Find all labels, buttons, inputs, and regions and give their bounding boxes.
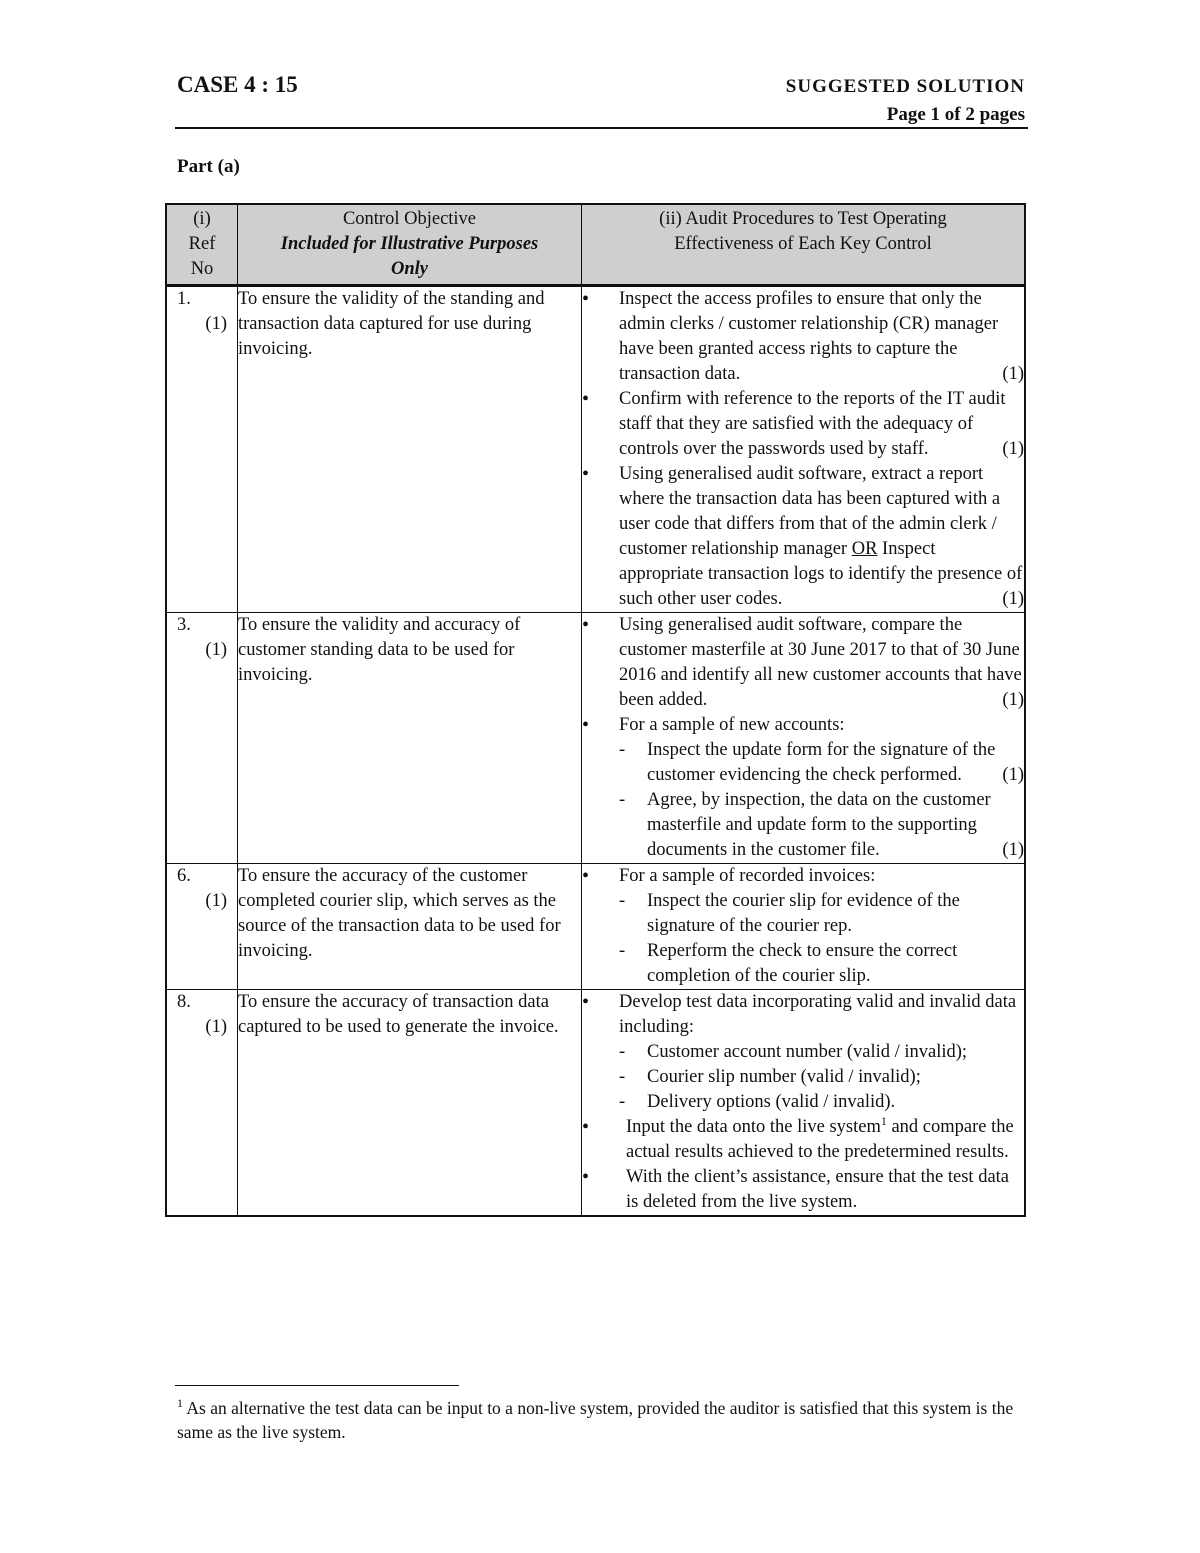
procedure-text: Inspect appropriate transaction logs to identify the presence of such other user codes.	[619, 539, 1023, 609]
mark: (1)	[1002, 439, 1024, 459]
objective-header-line: Control Objective	[342, 209, 477, 229]
procedure-text: Confirm with reference to the reports of the IT audit staff that they are satisfied with the adequacy of controls over the passwords used by staff.	[619, 389, 1006, 459]
procedures-header	[582, 204, 1026, 286]
procedure-text: Input the data onto the live system	[626, 1117, 881, 1137]
procedure-item	[582, 1165, 1024, 1215]
footnote-ref: 1	[880, 1113, 887, 1128]
page-indicator: Page 1 of 2 pages	[886, 104, 1025, 125]
mark: (1)	[1002, 589, 1024, 609]
procedure-item	[582, 613, 1024, 713]
procedure-text: For a sample of recorded invoices:	[619, 866, 876, 886]
table-row	[166, 613, 1025, 864]
ref-mark: (1)	[205, 314, 227, 334]
procedure-text: Develop test data incorporating valid and invalid data including:	[619, 992, 1017, 1037]
procedure-item	[582, 990, 1024, 1115]
sub-procedure-item: - Courier slip number (valid / invalid);	[619, 1065, 1024, 1090]
ref-number: 6.	[177, 866, 191, 886]
header-rule	[175, 127, 1028, 129]
procedure-item	[582, 1115, 1024, 1165]
ref-number: 8.	[177, 992, 191, 1012]
controls-table	[165, 203, 1026, 1217]
objective-header-note: Included for Illustrative Purposes	[280, 234, 539, 254]
sub-procedure-item: - Reperform the check to ensure the correct completion of the courier slip.	[619, 939, 1024, 989]
ref-number: 3.	[177, 615, 191, 635]
procedures-cell	[582, 286, 1026, 613]
procedures-cell	[582, 864, 1026, 990]
ref-mark: (1)	[205, 640, 227, 660]
ref-mark: (1)	[205, 891, 227, 911]
objective-header	[238, 204, 582, 286]
case-number: CASE 4 : 15	[177, 72, 298, 97]
sub-procedure-item: - Customer account number (valid / invalid);	[619, 1040, 1024, 1065]
ref-header-line: No	[190, 259, 214, 279]
sub-procedure-item	[619, 788, 1024, 863]
or-keyword: OR	[851, 539, 878, 559]
ref-header-line: Ref	[188, 234, 216, 254]
sub-procedure-item: - Inspect the courier slip for evidence of the signature of the courier rep.	[619, 889, 1024, 939]
procedure-text: Inspect the access profiles to ensure that only the admin clerks / customer relationship (CR) manager have been granted access rights to capture the transaction data.	[619, 289, 999, 384]
ref-header-line: (i)	[193, 209, 211, 229]
procedures-header-line: (ii) Audit Procedures to Test Operating	[659, 209, 947, 229]
ref-number: 1.	[177, 289, 191, 309]
ref-cell	[166, 286, 238, 613]
ref-cell	[166, 990, 238, 1217]
procedure-item	[582, 713, 1024, 863]
footnote-marker: 1	[177, 1396, 183, 1411]
procedure-text: and compare the actual results achieved to the predetermined results.	[626, 1117, 1014, 1162]
sub-procedure-item: - Delivery options (valid / invalid).	[619, 1090, 1024, 1115]
objective-cell: To ensure the accuracy of transaction data captured to be used to generate the invoice.	[238, 990, 582, 1217]
part-label: Part (a)	[177, 156, 240, 177]
procedure-text: With the client’s assistance, ensure that the test data is deleted from the live system.	[626, 1167, 1010, 1212]
procedures-cell	[582, 613, 1026, 864]
table-row	[166, 286, 1025, 613]
procedure-text: Using generalised audit software, compare the customer masterfile at 30 June 2017 to that of 30 June 2016 and identify all new customer accounts that have been added.	[619, 615, 1022, 710]
mark: (1)	[1002, 690, 1024, 710]
table-header-row	[166, 204, 1025, 286]
ref-mark: (1)	[205, 1017, 227, 1037]
footnote-rule	[175, 1385, 459, 1386]
procedure-item	[582, 864, 1024, 989]
procedure-item	[582, 287, 1024, 387]
document-title: SUGGESTED SOLUTION	[785, 76, 1025, 97]
sub-procedure-item	[619, 738, 1024, 788]
table-row	[166, 864, 1025, 990]
table-row	[166, 990, 1025, 1217]
ref-cell	[166, 864, 238, 990]
objective-cell: To ensure the accuracy of the customer completed courier slip, which serves as the source of the transaction data to be used for invoicing.	[238, 864, 582, 990]
procedure-item	[582, 387, 1024, 462]
mark: (1)	[1002, 840, 1024, 860]
objective-cell: To ensure the validity and accuracy of customer standing data to be used for invoicing.	[238, 613, 582, 864]
objective-cell: To ensure the validity of the standing and transaction data captured for use during invoicing.	[238, 286, 582, 613]
procedure-text: For a sample of new accounts:	[619, 715, 845, 735]
ref-cell	[166, 613, 238, 864]
procedures-cell	[582, 990, 1026, 1217]
procedure-item	[582, 462, 1024, 612]
footnote	[177, 1396, 1027, 1444]
objective-header-note: Only	[391, 259, 428, 279]
footnote-text: As an alternative the test data can be input to a non-live system, provided the auditor is satisfied that this system is the same as the live system.	[177, 1398, 1014, 1442]
mark: (1)	[1002, 364, 1024, 384]
mark: (1)	[1002, 765, 1024, 785]
ref-header	[166, 204, 238, 286]
procedures-header-line: Effectiveness of Each Key Control	[674, 234, 932, 254]
procedure-text: Using generalised audit software, extract a report where the transaction data has been captured with a user code that differs from that of the admin clerk / customer relationship manager	[619, 464, 1001, 559]
sub-procedure-text: Inspect the update form for the signature of the customer evidencing the check performed.	[647, 740, 996, 785]
sub-procedure-text: Agree, by inspection, the data on the customer masterfile and update form to the supporting documents in the customer file.	[647, 790, 991, 860]
